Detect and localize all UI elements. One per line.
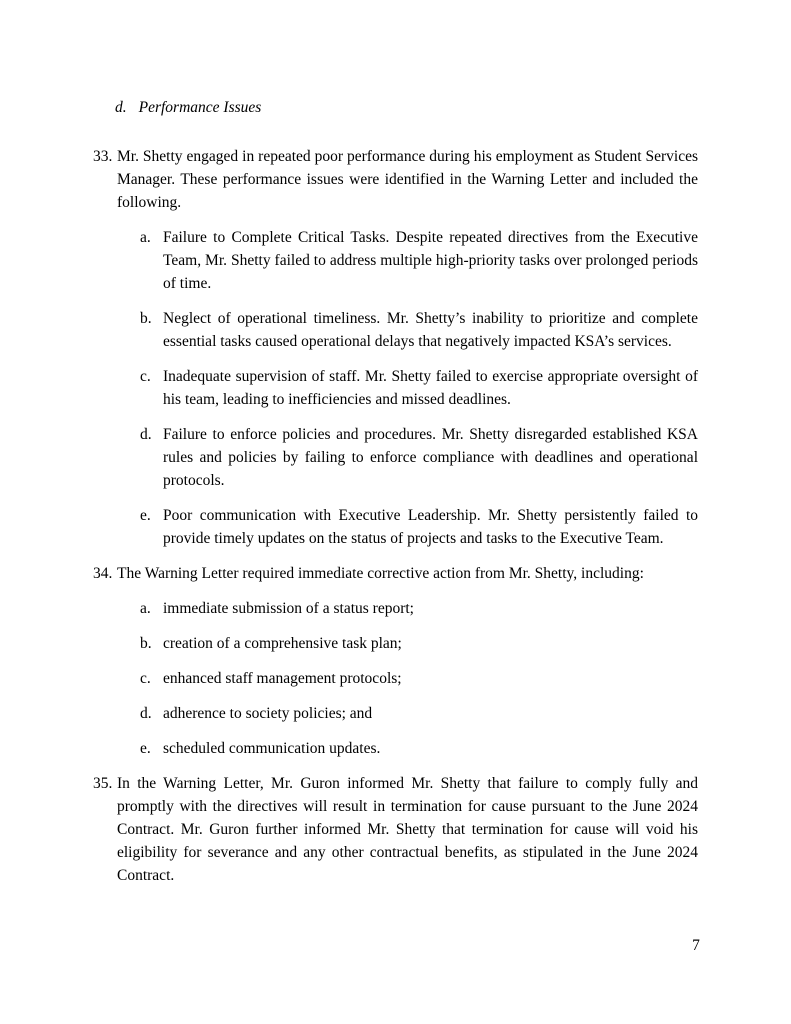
page-number: 7 <box>692 937 700 954</box>
list-item-34d-label: d. <box>140 705 152 722</box>
list-item-33b-label: b. <box>140 310 152 327</box>
list-item-34b-text: creation of a comprehensive task plan; <box>163 635 402 652</box>
section-heading-title: Performance Issues <box>138 99 262 116</box>
list-item-33a-text: Failure to Complete Critical Tasks. Despite repeated directives from the Executive Team, Mr. Shetty failed to address multiple high-priority tasks over prolonged periods of time. <box>163 229 698 292</box>
list-item-34e <box>140 737 698 760</box>
list-item-34a <box>140 597 698 620</box>
paragraph-34-text: The Warning Letter required immediate corrective action from Mr. Shetty, including: <box>117 565 644 582</box>
list-item-34e-label: e. <box>140 740 151 757</box>
list-item-33b <box>140 307 698 353</box>
paragraph-33 <box>93 145 698 214</box>
list-item-34d-text: adherence to society policies; and <box>163 705 373 722</box>
list-item-34b <box>140 632 698 655</box>
paragraph-35 <box>93 772 698 887</box>
list-item-33e-label: e. <box>140 507 151 524</box>
list-item-34d <box>140 702 698 725</box>
paragraph-33-text: Mr. Shetty engaged in repeated poor performance during his employment as Student Services Manager. These performance issues were identified in the Warning Letter and included the following. <box>117 148 698 211</box>
paragraph-33-number: 33. <box>93 148 113 165</box>
list-item-33c <box>140 365 698 411</box>
list-item-33a <box>140 226 698 295</box>
list-item-33e <box>140 504 698 550</box>
paragraph-35-number: 35. <box>93 775 113 792</box>
paragraph-35-text: In the Warning Letter, Mr. Guron informed Mr. Shetty that failure to comply fully and promptly with the directives will result in termination for cause pursuant to the June 2024 Contract. Mr. Guron further informed Mr. Shetty that termination for cause will void his eligibility for severance and any other contractual benefits, as stipulated in the June 2024 Contract. <box>117 775 698 884</box>
paragraph-34 <box>93 562 698 585</box>
list-item-33e-text: Poor communication with Executive Leadership. Mr. Shetty persistently failed to provide timely updates on the status of projects and tasks to the Executive Team. <box>163 507 698 547</box>
list-item-33a-label: a. <box>140 229 151 246</box>
list-item-34e-text: scheduled communication updates. <box>163 740 381 757</box>
list-item-33c-label: c. <box>140 368 151 385</box>
list-item-33d-text: Failure to enforce policies and procedures. Mr. Shetty disregarded established KSA rules and policies by failing to enforce compliance with deadlines and operational protocols. <box>163 426 698 489</box>
paragraph-34-number: 34. <box>93 565 113 582</box>
list-item-34c <box>140 667 698 690</box>
list-item-33d <box>140 423 698 492</box>
section-heading-label: d. <box>115 99 127 116</box>
list-item-34a-label: a. <box>140 600 151 617</box>
list-item-34c-label: c. <box>140 670 151 687</box>
list-item-34a-text: immediate submission of a status report; <box>163 600 414 617</box>
section-heading <box>115 96 698 119</box>
list-item-34b-label: b. <box>140 635 152 652</box>
document-content <box>93 96 698 899</box>
list-item-33c-text: Inadequate supervision of staff. Mr. Shetty failed to exercise appropriate oversight of his team, leading to inefficiencies and missed deadlines. <box>163 368 698 408</box>
list-item-33d-label: d. <box>140 426 152 443</box>
list-item-33b-text: Neglect of operational timeliness. Mr. Shetty’s inability to prioritize and complete essential tasks caused operational delays that negatively impacted KSA’s services. <box>163 310 698 350</box>
list-item-34c-text: enhanced staff management protocols; <box>163 670 402 687</box>
